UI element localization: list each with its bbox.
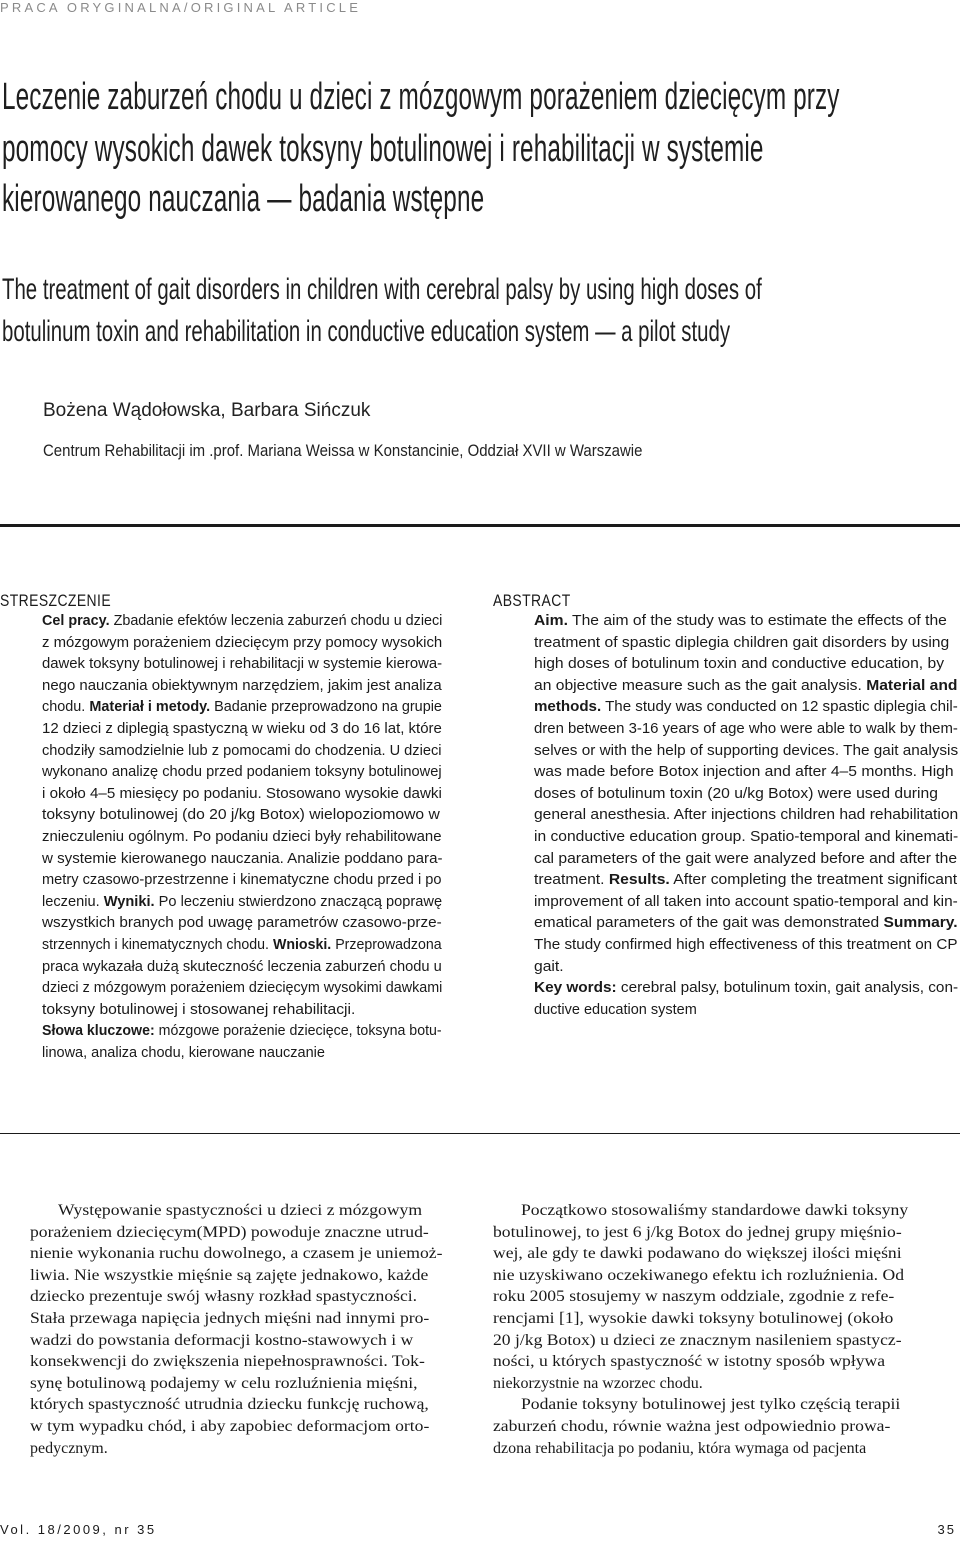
streszczenie-line bbox=[42, 654, 452, 676]
abstract-heading: ABSTRACT bbox=[493, 591, 571, 610]
abstract-line bbox=[534, 611, 960, 633]
abstract-text-run: gait. bbox=[534, 958, 564, 975]
abstract-text-run: The aim of the study was to estimate the effects of the bbox=[567, 613, 947, 629]
body-text-line: niekorzystnie na wzorzec chodu. bbox=[493, 1374, 703, 1392]
abstract-text-run: ductive education system bbox=[534, 1001, 697, 1018]
streszczenie-text-run: Po leczeniu stwierdzono znaczącą poprawę bbox=[154, 893, 443, 910]
streszczenie-line bbox=[42, 935, 442, 957]
body-text-line: w tym wypadku chód, i aby zapobiec deformacjom orto- bbox=[30, 1417, 430, 1435]
body-text-line: synę botulinową podajemy w celu rozluźnienia mięśni, bbox=[30, 1374, 418, 1392]
title-polish-line: Leczenie zaburzeń chodu u dzieci z mózgowym porażeniem dziecięcym przy bbox=[2, 76, 840, 118]
streszczenie-line bbox=[42, 1021, 442, 1043]
streszczenie-line bbox=[42, 784, 460, 806]
abstract-line bbox=[534, 719, 960, 741]
title-polish-line: kierowanego nauczania — badania wstępne bbox=[2, 178, 485, 220]
streszczenie-line bbox=[42, 892, 445, 914]
streszczenie-line bbox=[42, 611, 443, 633]
abstract-bold-term: Key words: bbox=[534, 980, 617, 997]
abstract-line bbox=[534, 654, 960, 676]
body-text-line: dziecko prezentuje swój własny rozkład spastyczności. bbox=[30, 1288, 418, 1306]
article-type-label: PRACA ORYGINALNA/ORIGINAL ARTICLE bbox=[0, 0, 362, 15]
streszczenie-line bbox=[42, 957, 446, 979]
streszczenie-line bbox=[42, 870, 445, 892]
streszczenie-line bbox=[42, 676, 454, 698]
section-divider bbox=[0, 1133, 960, 1134]
abstract-bold-term: Results. bbox=[608, 872, 670, 889]
abstract-line bbox=[534, 1000, 958, 1022]
abstract-text-run: selves or with the help of supporting devices. The gait analysis bbox=[534, 742, 959, 759]
body-text-line: wadzi do powstania deformacji kostno-stawowych i w bbox=[30, 1331, 414, 1349]
streszczenie-line bbox=[42, 762, 445, 784]
abstract-text-run: doses of botulinum toxin (20 u/kg Botox) were used during bbox=[534, 785, 938, 802]
body-text-line: roku 2005 stosujemy w naszym oddziale, zgodnie z refe- bbox=[493, 1288, 895, 1306]
streszczenie-text-run: leczeniu. bbox=[42, 893, 104, 910]
streszczenie-line bbox=[42, 1043, 442, 1065]
streszczenie-text-run: praca wykazała dużą skuteczność leczenia zaburzeń chodu u bbox=[42, 958, 442, 975]
title-polish-line: pomocy wysokich dawek toksyny botulinowej i rehabilitacji w systemie bbox=[2, 128, 764, 170]
abstract-text-run: treatment. bbox=[534, 872, 609, 889]
abstract-text-run: The study was conducted on 12 spastic diplegia chil- bbox=[601, 699, 958, 716]
title-english-line: The treatment of gait disorders in children with cerebral palsy by using high doses of bbox=[2, 273, 762, 306]
body-text-line: dzona rehabilitacja po podaniu, która wymaga od pacjenta bbox=[493, 1439, 867, 1457]
abstract-line bbox=[534, 741, 960, 763]
body-text-line: których spastyczność utrudnia dziecku funkcję ruchową, bbox=[30, 1396, 429, 1414]
abstract-line bbox=[534, 762, 960, 784]
abstract-text-run: general anesthesia. After injections children had rehabilitation bbox=[534, 807, 959, 824]
authors: Bożena Wądołowska, Barbara Sińczuk bbox=[43, 400, 371, 421]
abstract-text-run: in conductive education group. Spatio-temporal and kinemati- bbox=[534, 828, 959, 845]
streszczenie-line bbox=[42, 913, 464, 935]
abstract-line bbox=[534, 827, 960, 849]
abstract-text-run: cerebral palsy, botulinum toxin, gait analysis, con- bbox=[616, 980, 959, 997]
streszczenie-text-run: 12 dzieci z diplegią spastyczną w wieku od 3 do 16 lat, które bbox=[42, 720, 442, 737]
issue-info: Vol. 18/2009, nr 35 bbox=[0, 1522, 157, 1537]
streszczenie-line bbox=[42, 719, 455, 741]
body-text-line: nienie wykonania ruchu dowolnego, a czasem je uniemoż- bbox=[30, 1245, 443, 1263]
abstract-line bbox=[534, 633, 960, 655]
abstract-text-run: treatment of spastic diplegia children gait disorders by using bbox=[534, 634, 950, 651]
streszczenie-line bbox=[42, 805, 474, 827]
abstract-line bbox=[534, 978, 960, 1000]
streszczenie-line bbox=[42, 978, 443, 1000]
abstract-bold-term: methods. bbox=[534, 699, 602, 716]
streszczenie-text-run: toksyny botulinowej (do 20 j/kg Botox) wielopoziomowo w bbox=[42, 807, 440, 824]
title-english-line: botulinum toxin and rehabilitation in conductive education system — a pilot study bbox=[2, 315, 731, 348]
streszczenie-text bbox=[42, 611, 442, 1064]
abstract-line bbox=[534, 935, 960, 957]
page-number: 35 bbox=[937, 1522, 956, 1537]
streszczenie-text-run: strzennych i kinematycznych chodu. bbox=[42, 936, 273, 953]
body-text-line: botulinowej, to jest 6 j/kg Botox do jednej grupy mięśnio- bbox=[493, 1223, 902, 1241]
streszczenie-line bbox=[42, 697, 440, 719]
streszczenie-bold-term: Cel pracy. bbox=[42, 613, 110, 629]
body-text-line: konsekwencji do zwiększenia niepełnosprawności. Tok- bbox=[30, 1353, 425, 1371]
streszczenie-bold-term: Wyniki. bbox=[103, 893, 155, 910]
section-divider bbox=[0, 524, 960, 527]
streszczenie-text-run: dzieci z mózgowym porażeniem dziecięcym wysokimi dawkami bbox=[42, 980, 443, 997]
body-text-line: nie uzyskiwano oczekiwanego efektu ich rozluźnienia. Od bbox=[493, 1266, 905, 1284]
body-column-left bbox=[30, 1200, 466, 1459]
streszczenie-line bbox=[42, 1000, 474, 1022]
abstract-text-run: After completing the treatment significant bbox=[669, 872, 958, 889]
streszczenie-text-run: toksyny botulinowej i stosowanej rehabilitacji. bbox=[42, 1001, 356, 1018]
abstract-line bbox=[534, 697, 960, 719]
streszczenie-text-run: wykonano analizę chodu przed podaniem toksyny botulinowej bbox=[42, 764, 442, 781]
body-text-line: ności, u których spastyczność w istotny sposób wpływa bbox=[493, 1353, 886, 1371]
streszczenie-text-run: w systemie kierowanego nauczania. Analizie poddano para- bbox=[42, 850, 443, 867]
streszczenie-text-run: i około 4–5 miesięcy po podaniu. Stosowano wysokie dawki bbox=[42, 785, 442, 802]
streszczenie-text-run: Zbadanie efektów leczenia zaburzeń chodu u dzieci bbox=[109, 613, 443, 629]
abstract-text-run: dren between 3-16 years of age who were able to walk by them- bbox=[534, 720, 958, 737]
abstract-line bbox=[534, 957, 960, 979]
abstract-line bbox=[534, 805, 960, 827]
streszczenie-text-run: Badanie przeprowadzono na grupie bbox=[210, 699, 442, 716]
body-text-line: Stała przewaga napięcia jednych mięśni nad innymi pro- bbox=[30, 1309, 430, 1327]
abstract-bold-term: Material and bbox=[866, 677, 958, 694]
abstract-line bbox=[534, 892, 960, 914]
body-text-line: pedycznym. bbox=[30, 1439, 108, 1457]
streszczenie-text-run: nego nauczania obiektywnym narzędziem, jakim jest analiza bbox=[42, 677, 442, 694]
streszczenie-line bbox=[42, 741, 445, 763]
streszczenie-text-run: chodziły samodzielnie lub z pomocami do chodzenia. U dzieci bbox=[42, 742, 442, 759]
body-text-line: 20 j/kg Botox) u dzieci ze znacznym nasileniem spastycz- bbox=[493, 1331, 902, 1349]
body-text-line: Podanie toksyny botulinowej jest tylko częścią terapii bbox=[521, 1396, 901, 1414]
abstract-text-run: was made before Botox injection and after 4–5 months. High bbox=[534, 764, 954, 781]
body-text-line: Występowanie spastyczności u dzieci z mózgowym bbox=[58, 1202, 423, 1219]
body-text-line: wej, ale gdy te dawki podawano do większej ilości mięśni bbox=[493, 1245, 902, 1263]
streszczenie-text-run: dawek toksyny botulinowej i rehabilitacji w systemie kierowa- bbox=[42, 656, 443, 673]
streszczenie-text-run: linowa, analiza chodu, kierowane nauczanie bbox=[42, 1044, 325, 1061]
streszczenie-text-run: chodu. bbox=[42, 699, 90, 716]
body-text-line: zaburzeń chodu, równie ważna jest odpowiednio prowa- bbox=[493, 1417, 891, 1435]
body-text-line: rencjami [1], wysokie dawki toksyny botulinowej (około bbox=[493, 1309, 894, 1327]
abstract-text-run: cal parameters of the gait were analyzed before and after the bbox=[534, 850, 958, 867]
abstract-text-run: improvement of all taken into account spatio-temporal and kin- bbox=[534, 893, 958, 910]
streszczenie-text-run: wszystkich branych pod uwagę parametrów czasowo-prze- bbox=[42, 915, 442, 932]
body-text-line: Początkowo stosowaliśmy standardowe dawki toksyny bbox=[521, 1202, 909, 1219]
streszczenie-line bbox=[42, 849, 459, 871]
body-text-line: porażeniem dziecięcym(MPD) powoduje znaczne utrud- bbox=[30, 1223, 429, 1241]
abstract-text bbox=[534, 611, 958, 1021]
streszczenie-line bbox=[42, 633, 453, 655]
streszczenie-text-run: mózgowe porażenie dziecięce, toksyna botu- bbox=[154, 1023, 442, 1040]
streszczenie-line bbox=[42, 827, 453, 849]
streszczenie-bold-term: Słowa kluczowe: bbox=[42, 1023, 155, 1040]
abstract-text-run: high doses of botulinum toxin and conductive education, by bbox=[534, 656, 945, 673]
abstract-line bbox=[534, 870, 960, 892]
abstract-text-run: ematical parameters of the gait was demonstrated bbox=[534, 915, 884, 932]
abstract-line bbox=[534, 913, 960, 935]
abstract-bold-term: Summary. bbox=[883, 915, 958, 932]
streszczenie-text-run: z mózgowym porażeniem dziecięcym przy pomocy wysokich bbox=[42, 634, 443, 651]
abstract-bold-term: Aim. bbox=[534, 613, 568, 629]
abstract-text-run: The study confirmed high effectiveness of this treatment on CP bbox=[534, 936, 958, 953]
streszczenie-heading: STRESZCZENIE bbox=[0, 591, 112, 610]
streszczenie-text-run: znieczuleniu ogólnym. Po podaniu dzieci były rehabilitowane bbox=[42, 828, 442, 845]
body-text-line: liwia. Nie wszystkie mięśnie są zajęte jednakowo, każde bbox=[30, 1266, 429, 1284]
streszczenie-text-run: metry czasowo-przestrzenne i kinematyczne chodu przed i po bbox=[42, 872, 442, 889]
abstract-line bbox=[534, 784, 960, 806]
abstract-line bbox=[534, 849, 960, 871]
abstract-line bbox=[534, 676, 960, 698]
body-column-right bbox=[493, 1200, 958, 1459]
streszczenie-bold-term: Wnioski. bbox=[272, 936, 332, 953]
streszczenie-text-run: Przeprowadzona bbox=[331, 936, 442, 953]
affiliation: Centrum Rehabilitacji im .prof. Mariana Weissa w Konstancinie, Oddział XVII w Warszawie bbox=[43, 441, 643, 460]
streszczenie-bold-term: Materiał i metody. bbox=[89, 699, 211, 716]
abstract-text-run: an objective measure such as the gait analysis. bbox=[534, 677, 867, 694]
